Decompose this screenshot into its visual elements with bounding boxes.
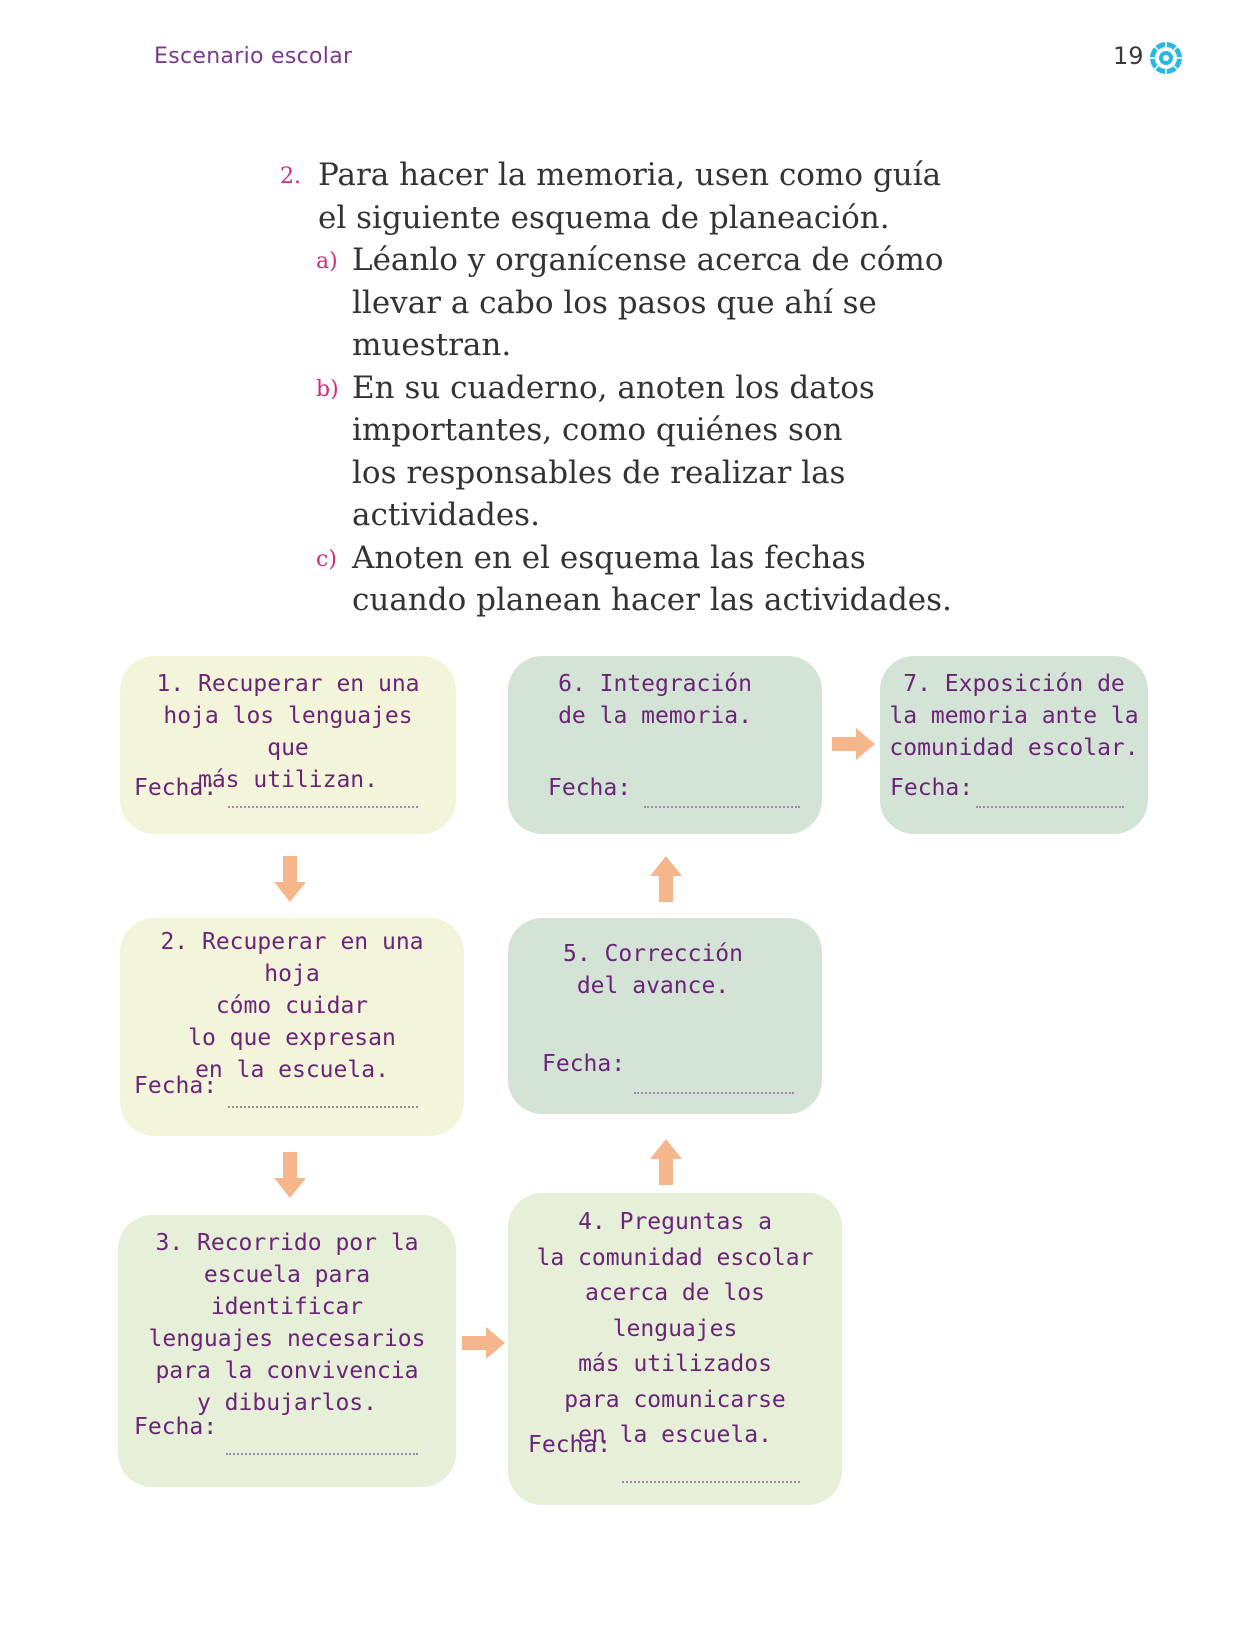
- step-7-box: [880, 656, 1148, 834]
- item-marker: 2.: [280, 164, 301, 189]
- fecha-label: Fecha:: [548, 775, 632, 801]
- step-text: 3. Recorrido por la escuela para identificar lenguajes necesarios para la convivencia y dibujarlos.: [148, 1230, 426, 1416]
- fecha-line: [228, 806, 418, 808]
- fecha-label: Fecha:: [134, 1414, 218, 1440]
- arrow-down-icon: [272, 1152, 308, 1200]
- step-text: 6. Integración de la memoria.: [558, 671, 752, 729]
- section-title: Escenario escolar: [154, 44, 353, 69]
- fecha-label: Fecha:: [542, 1051, 626, 1077]
- step-text: 5. Corrección del avance.: [562, 941, 743, 999]
- fecha-line: [634, 1092, 794, 1094]
- fecha-label: Fecha:: [528, 1432, 612, 1458]
- step-text: 2. Recuperar en una hoja cómo cuidar lo que expresan en la escuela.: [160, 929, 424, 1083]
- item-marker: b): [316, 376, 339, 402]
- arrow-right-icon: [832, 726, 876, 762]
- item-marker: c): [316, 546, 337, 572]
- step-4-box: [508, 1193, 842, 1505]
- instruction-line: actividades.: [352, 497, 540, 533]
- instruction-line: importantes, como quiénes son: [352, 412, 843, 448]
- instruction-line: Anoten en el esquema las fechas: [352, 539, 866, 576]
- instruction-line: los responsables de realizar las: [352, 454, 846, 491]
- instruction-line: Léanlo y organícense acerca de cómo: [352, 242, 944, 278]
- step-1-box: [120, 656, 456, 834]
- instruction-line: cuando planean hacer las actividades.: [352, 582, 952, 618]
- arrow-down-icon: [272, 856, 308, 904]
- step-text: 7. Exposición de la memoria ante la comunidad escolar.: [889, 671, 1139, 761]
- fecha-label: Fecha:: [134, 1073, 218, 1099]
- instruction-line: En su cuaderno, anoten los datos: [352, 369, 875, 406]
- instruction-line: muestran.: [352, 327, 512, 363]
- instruction-item-c: [316, 537, 960, 622]
- instruction-line: Para hacer la memoria, usen como guía: [318, 157, 942, 193]
- arrow-right-icon: [462, 1325, 506, 1361]
- fecha-label: Fecha:: [890, 775, 974, 801]
- step-3-box: [118, 1215, 456, 1487]
- compass-icon: [1148, 40, 1184, 76]
- instruction-main: [280, 154, 960, 239]
- item-marker: a): [316, 249, 338, 274]
- page-number: 19: [1113, 42, 1144, 70]
- step-text: 1. Recuperar en una hoja los lenguajes que más utilizan.: [156, 671, 420, 793]
- instruction-line: llevar a cabo los pasos que ahí se: [352, 284, 877, 321]
- step-5-box: [508, 918, 822, 1114]
- arrow-up-icon: [648, 854, 684, 902]
- instruction-line: el siguiente esquema de planeación.: [318, 199, 890, 236]
- step-2-box: [120, 918, 464, 1136]
- arrow-up-icon: [648, 1137, 684, 1185]
- fecha-line: [644, 806, 800, 808]
- fecha-line: [622, 1481, 800, 1483]
- fecha-label: Fecha:: [134, 775, 218, 801]
- step-text: 4. Preguntas a la comunidad escolar acerca de los lenguajes más utilizados para comunicarse en la escuela.: [536, 1209, 814, 1448]
- instruction-item-a: [316, 239, 960, 367]
- step-6-box: [508, 656, 822, 834]
- fecha-line: [976, 806, 1124, 808]
- instructions: [280, 154, 960, 622]
- instruction-item-b: [316, 367, 960, 537]
- fecha-line: [228, 1106, 418, 1108]
- fecha-line: [226, 1453, 418, 1455]
